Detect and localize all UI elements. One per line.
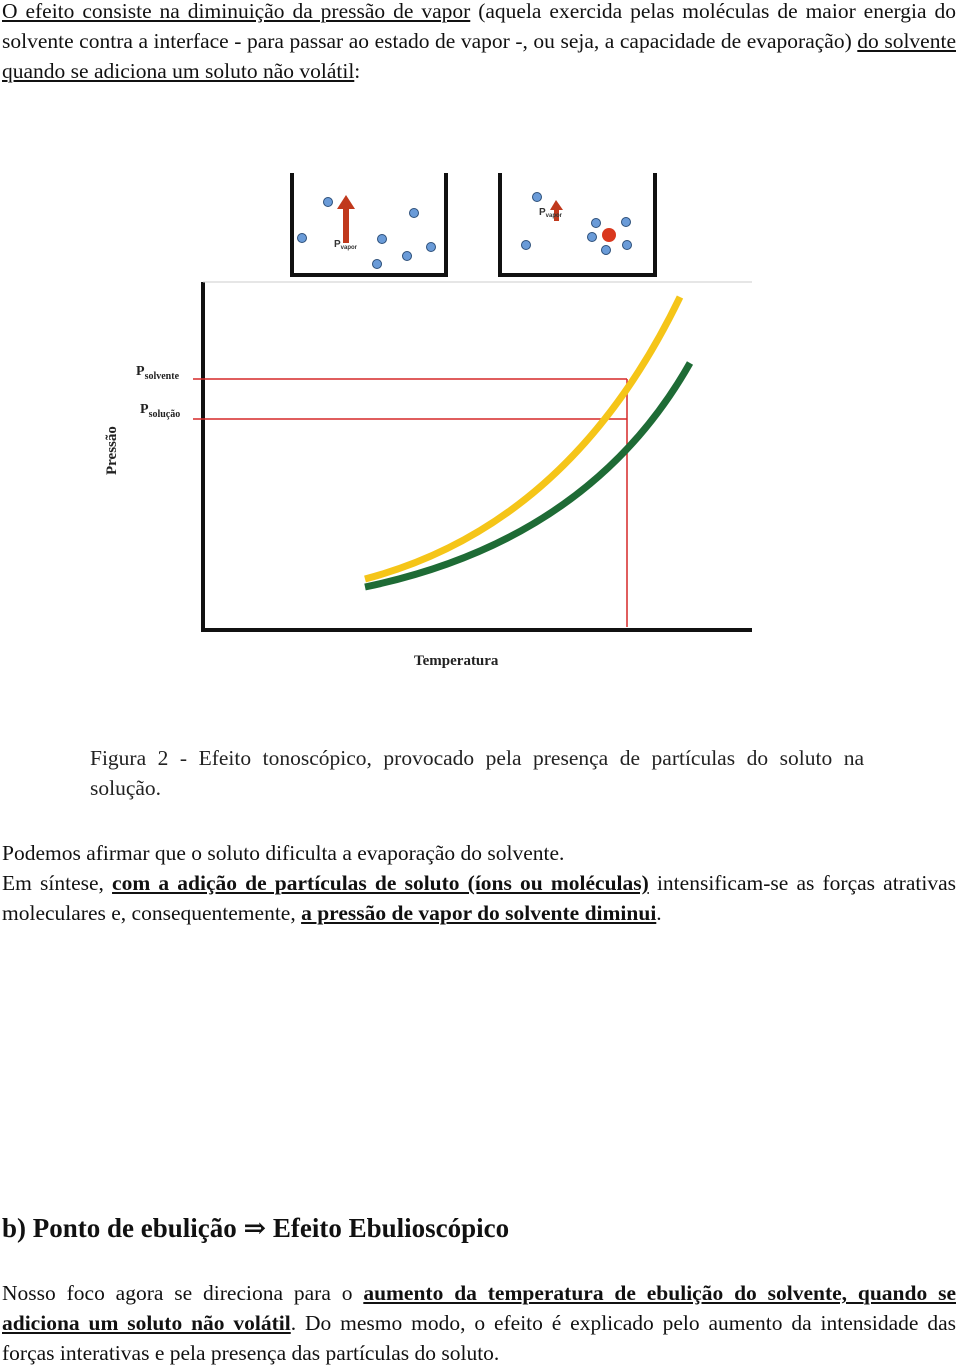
vapor-arrow-large — [337, 195, 355, 243]
intro-colon: : — [354, 58, 361, 83]
solvent-particle — [522, 241, 531, 250]
solvent-particle — [378, 235, 387, 244]
tonoscopy-figure — [90, 165, 770, 685]
statement-paragraph: Podemos afirmar que o soluto dificulta a evaporação do solvente. — [2, 841, 565, 865]
intro-text: (aquela exercida pelas moléculas de maior energia do solvente contra a interface - para passar ao estado de vapor -, ou seja, a capacidade de evaporação) — [2, 0, 956, 53]
summary-emphasis-a: com a adição de partículas de soluto (íons ou moléculas) — [112, 871, 649, 895]
solvent-particle — [602, 246, 611, 255]
solvent-particle — [373, 260, 382, 269]
figure-caption: Figura 2 - Efeito tonoscópico, provocado pela presença de partículas do soluto na solução. — [90, 746, 864, 800]
beaker-right-pvapor-label: $P_{vapor}$ — [539, 207, 563, 219]
solvent-particle — [588, 233, 597, 242]
section-heading: b) Ponto de ebulição ⇒ Efeito Ebulioscópico — [2, 1213, 510, 1243]
solution-curve — [365, 363, 690, 587]
beaker-solution — [500, 173, 655, 275]
intro-paragraph — [2, 0, 956, 86]
beaker-left-pvapor-label: $P_{vapor}$ — [334, 239, 358, 251]
solvent-particle — [403, 252, 412, 261]
p-solucao-label: $P_{solução}$ — [140, 402, 181, 420]
chart-axes — [201, 282, 752, 632]
y-axis-label: Pressão — [104, 426, 120, 475]
p-solvente-label: $P_{solvente}$ — [136, 364, 180, 382]
ebullio-text-b: . Do mesmo modo, o efeito é explicado pelo aumento da intensidade das forças interativas e pela presença das partículas do soluto. — [2, 1310, 956, 1365]
solvent-particle — [533, 193, 542, 202]
summary-text-a: Em síntese, — [2, 871, 113, 895]
ebullio-text-a: Nosso foco agora se direciona para o — [2, 1281, 364, 1305]
intro-link-pressure: O efeito consiste na diminuição da pressão de vapor — [2, 0, 471, 23]
solvent-particle — [622, 218, 631, 227]
ebullio-emphasis: aumento da temperatura de ebulição do solvente, quando se adiciona um soluto não volátil — [2, 1281, 956, 1335]
solvent-particle — [427, 243, 436, 252]
beaker-pure-solvent — [292, 173, 446, 275]
solvent-particle — [324, 198, 333, 207]
summary-emphasis-b: a pressão de vapor do solvente diminui — [301, 900, 657, 925]
summary-period: . — [656, 900, 662, 925]
solute-particle — [602, 228, 616, 242]
ebullioscopy-paragraph — [2, 1279, 956, 1368]
summary-paragraph — [2, 869, 956, 929]
solvent-particle — [298, 234, 307, 243]
x-axis-label: Temperatura — [414, 653, 499, 669]
intro-link-solute: do solvente quando se adiciona um soluto não volátil — [2, 28, 956, 83]
solvent-particle — [623, 241, 632, 250]
solvent-particle — [592, 219, 601, 228]
solvent-particle — [410, 209, 419, 218]
summary-text-b: intensificam-se as forças atrativas moleculares e, consequentemente, — [2, 871, 956, 925]
